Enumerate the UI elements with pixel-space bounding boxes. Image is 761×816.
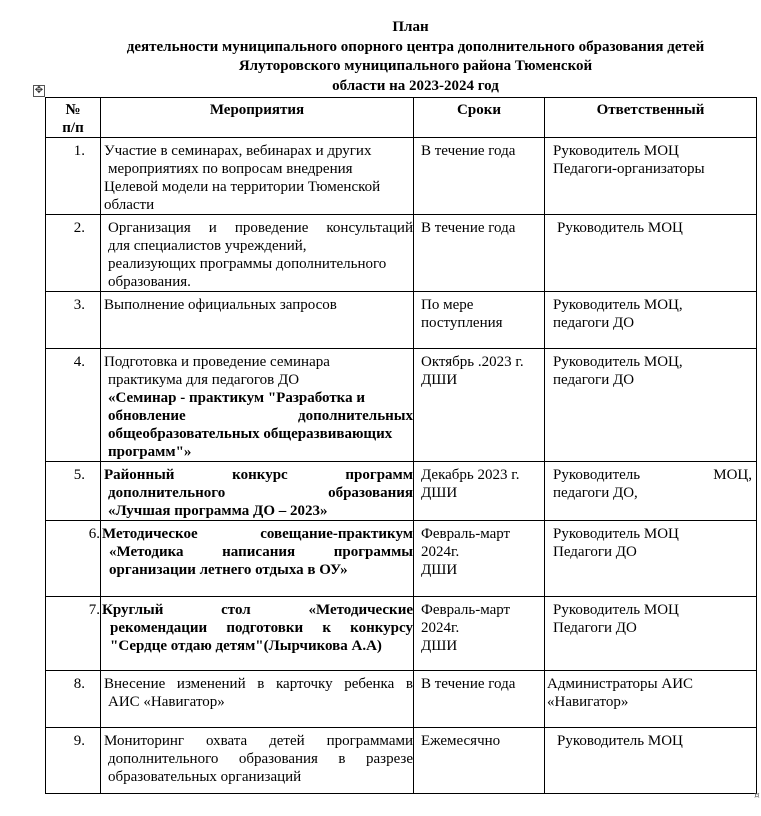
- event-line: Методическое совещание-практикум: [102, 526, 413, 542]
- term-line: Октябрь .2023 г.: [421, 354, 524, 370]
- event-line: мероприятиях по вопросам внедрения: [108, 161, 353, 177]
- header-num-line2: п/п: [62, 120, 84, 136]
- row-number: 7.: [46, 597, 101, 671]
- event-line: Внесение изменений в карточку ребенка в: [104, 676, 413, 692]
- resp-line: Педагоги-организаторы: [553, 161, 705, 177]
- document-title: [0, 18, 761, 96]
- header-num: [46, 98, 101, 138]
- term-line: Февраль-март: [421, 526, 511, 542]
- row-term: [414, 597, 545, 671]
- term-line: ДШИ: [421, 638, 458, 654]
- resp-line: Руководитель МОЦ: [557, 220, 683, 236]
- row-number: 6.: [46, 521, 101, 597]
- resp-line: Руководитель МОЦ,: [553, 354, 683, 370]
- row-term: [414, 521, 545, 597]
- table-row: [46, 215, 757, 292]
- header-responsible-label: Ответственный: [596, 102, 705, 118]
- header-terms-label: Сроки: [457, 102, 501, 118]
- row-event: [101, 292, 414, 349]
- table-row: [46, 138, 757, 215]
- event-line: для специалистов учреждений,: [108, 238, 307, 254]
- row-number: 5.: [46, 462, 101, 521]
- table-row: [46, 462, 757, 521]
- header-num-line1: №: [65, 102, 81, 118]
- table-row: [46, 292, 757, 349]
- row-number: 4.: [46, 349, 101, 462]
- header-responsible: [545, 98, 757, 138]
- event-line: дополнительного образования: [108, 485, 413, 501]
- event-line: "Сердце отдаю детям"(Лырчикова А.А): [110, 638, 382, 654]
- event-line: Мониторинг охвата детей программами: [104, 733, 413, 749]
- term-line: 2024г.: [421, 620, 460, 636]
- row-responsible: [545, 292, 757, 349]
- resp-line: «Навигатор»: [547, 694, 629, 710]
- header-terms: [414, 98, 545, 138]
- row-number: 9.: [46, 728, 101, 794]
- end-of-cell-marker: ¤: [754, 791, 760, 801]
- event-line: практикума для педагогов ДО: [108, 372, 300, 388]
- row-event: [101, 138, 414, 215]
- event-line: Участие в семинарах, вебинарах и других: [104, 143, 372, 159]
- event-line: дополнительного образования в разрезе: [108, 751, 413, 767]
- event-line: Выполнение официальных запросов: [104, 297, 337, 313]
- event-line: Круглый стол «Методические: [102, 602, 413, 618]
- resp-line: Руководитель МОЦ: [553, 526, 679, 542]
- row-term: [414, 671, 545, 728]
- row-responsible: [545, 138, 757, 215]
- event-line: области: [104, 197, 155, 213]
- table-row: [46, 597, 757, 671]
- resp-line: Администраторы АИС: [547, 676, 694, 692]
- term-line: Декабрь 2023 г.: [421, 467, 520, 483]
- term-line: ДШИ: [421, 372, 458, 388]
- row-event: [101, 462, 414, 521]
- term-line: поступления: [421, 315, 503, 331]
- resp-line: Педагоги ДО: [553, 544, 637, 560]
- event-line: Районный конкурс программ: [104, 467, 413, 483]
- row-responsible: [545, 671, 757, 728]
- row-event: [101, 597, 414, 671]
- row-event: [101, 728, 414, 794]
- resp-line: Руководитель МОЦ,: [553, 297, 683, 313]
- row-event: [101, 215, 414, 292]
- title-line-2: деятельности муниципального опорного центра дополнительного образования детей: [126, 38, 705, 55]
- row-term: [414, 349, 545, 462]
- event-line: рекомендации подготовки к конкурсу: [110, 620, 413, 636]
- row-event: [101, 671, 414, 728]
- event-line: организации летнего отдыха в ОУ»: [109, 562, 348, 578]
- row-responsible: [545, 728, 757, 794]
- event-line: Целевой модели на территории Тюменской: [104, 179, 381, 195]
- term-line: В течение года: [421, 220, 516, 236]
- plan-table: [45, 97, 757, 794]
- row-term: [414, 292, 545, 349]
- resp-line: Руководитель МОЦ,: [553, 467, 752, 483]
- table-row: [46, 671, 757, 728]
- term-line: В течение года: [421, 143, 516, 159]
- header-events: [101, 98, 414, 138]
- event-line: Подготовка и проведение семинара: [104, 354, 330, 370]
- row-responsible: [545, 521, 757, 597]
- term-line: Ежемесячно: [421, 733, 501, 749]
- row-number: 8.: [46, 671, 101, 728]
- table-move-handle-icon[interactable]: ✥: [34, 85, 44, 96]
- resp-line: Педагоги ДО: [553, 620, 637, 636]
- resp-line: педагоги ДО: [553, 372, 635, 388]
- event-line: образования.: [108, 274, 191, 290]
- row-number: 1.: [46, 138, 101, 215]
- row-event: [101, 349, 414, 462]
- row-responsible: [545, 597, 757, 671]
- row-term: [414, 462, 545, 521]
- row-number: 3.: [46, 292, 101, 349]
- row-responsible: [545, 215, 757, 292]
- term-line: ДШИ: [421, 485, 458, 501]
- resp-line: Руководитель МОЦ: [553, 602, 679, 618]
- row-responsible: [545, 349, 757, 462]
- row-event: [101, 521, 414, 597]
- title-line-3: Ялуторовского муниципального района Тюменской: [238, 58, 593, 74]
- table-row: [46, 521, 757, 597]
- resp-line: педагоги ДО: [553, 315, 635, 331]
- event-line: Организация и проведение консультаций: [108, 220, 413, 236]
- header-events-label: Мероприятия: [209, 102, 305, 118]
- term-line: По мере: [421, 297, 474, 313]
- event-line: АИС «Навигатор»: [108, 694, 225, 710]
- table-header-row: [46, 98, 757, 138]
- title-line-1: План: [392, 19, 429, 35]
- row-term: [414, 728, 545, 794]
- term-line: Февраль-март: [421, 602, 511, 618]
- row-number: 2.: [46, 215, 101, 292]
- resp-line: Руководитель МОЦ: [553, 143, 679, 159]
- row-term: [414, 215, 545, 292]
- event-line: обновление дополнительных: [108, 408, 413, 424]
- table-row: [46, 728, 757, 794]
- term-line: В течение года: [421, 676, 516, 692]
- event-line: «Лучшая программа ДО – 2023»: [108, 503, 328, 519]
- row-term: [414, 138, 545, 215]
- title-line-4: области на 2023-2024 год: [332, 77, 499, 94]
- term-line: 2024г.: [421, 544, 460, 560]
- event-line: реализующих программы дополнительного: [108, 256, 387, 272]
- row-responsible: [545, 462, 757, 521]
- table-row: [46, 349, 757, 462]
- resp-line: педагоги ДО,: [553, 485, 638, 501]
- event-line: образовательных организаций: [108, 769, 302, 785]
- term-line: ДШИ: [421, 562, 458, 578]
- event-line: «Семинар - практикум "Разработка и: [108, 390, 365, 406]
- event-line: программ"»: [108, 444, 192, 460]
- resp-line: Руководитель МОЦ: [557, 733, 683, 749]
- event-line: «Методика написания программы: [109, 544, 413, 560]
- event-line: общеобразовательных общеразвивающих: [108, 426, 393, 442]
